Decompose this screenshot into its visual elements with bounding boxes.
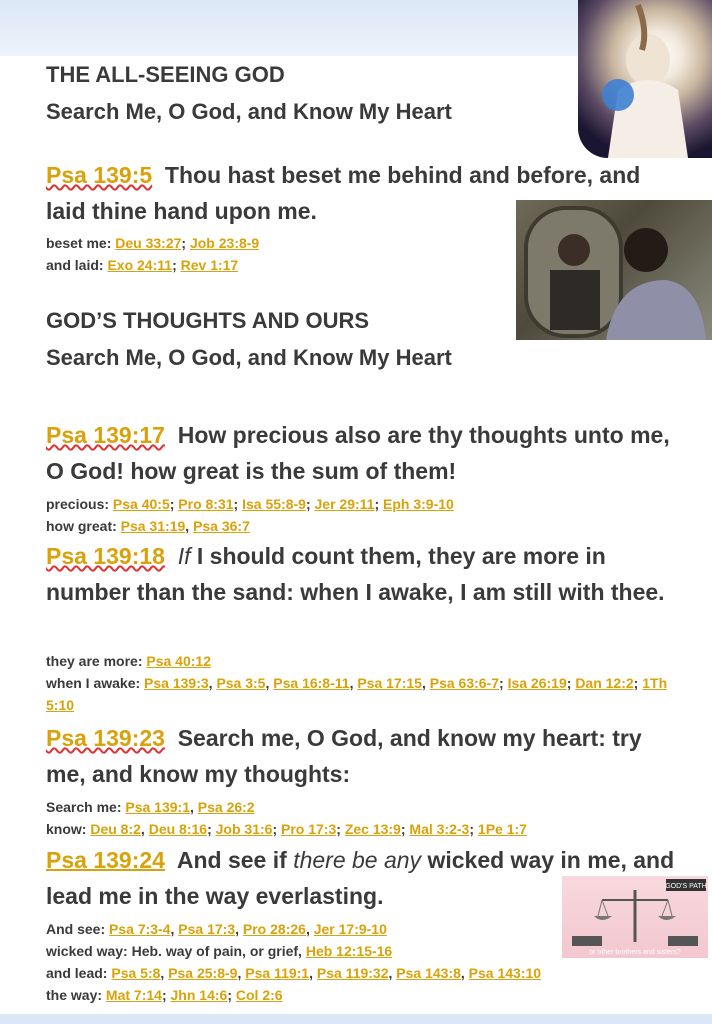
verse-139-18 <box>46 538 686 610</box>
jesus-globe-image <box>578 0 712 158</box>
xref-link[interactable]: Isa 26:19 <box>507 675 567 691</box>
xref-link[interactable]: Pro 8:31 <box>178 496 234 512</box>
xref-line: beset me: Deu 33:27; Job 23:8-9 <box>46 235 260 251</box>
section-subtitle-1: Search Me, O God, and Know My Heart <box>46 99 452 124</box>
verse-text-139-17: How precious also are thy thoughts unto me, O God! how great is the sum of them! <box>46 422 670 484</box>
xref-label: and laid: <box>46 257 104 273</box>
xref-link[interactable]: Jer 29:11 <box>314 496 375 512</box>
xref-link[interactable]: Deu 8:16 <box>148 821 208 837</box>
xref-label: Search me: <box>46 799 122 815</box>
xref-link[interactable]: Psa 63:6-7 <box>429 675 500 691</box>
xref-label: the way: <box>46 987 103 1003</box>
xref-line: precious: Psa 40:5; Pro 8:31; Isa 55:8-9; Jer 29:11; Eph 3:9-10 <box>46 496 454 512</box>
verse-ref-139-23[interactable]: Psa 139:23 <box>46 725 165 751</box>
verse-139-23 <box>46 720 686 792</box>
verse-ref-139-24[interactable]: Psa 139:24 <box>46 847 165 873</box>
xref-list-139-17 <box>46 493 686 537</box>
scale-badge: GOD'S PATH <box>665 883 707 890</box>
xref-link[interactable]: Eph 3:9-10 <box>383 496 454 512</box>
xref-link[interactable]: Job 31:6 <box>215 821 273 837</box>
verse-text-139-24a: And see if <box>176 847 287 873</box>
verse-text-139-23: Search me, O God, and know my heart: try me, and know my thoughts: <box>46 725 642 787</box>
xref-link[interactable]: Pro 28:26 <box>242 921 306 937</box>
xref-link[interactable]: Psa 5:8 <box>111 965 161 981</box>
xref-list-139-5 <box>46 232 506 276</box>
xref-link[interactable]: Psa 139:3 <box>144 675 209 691</box>
xref-link[interactable]: 1Th 5:10 <box>46 675 668 713</box>
xref-link[interactable]: Psa 139:1 <box>125 799 190 815</box>
xref-label: And see: <box>46 921 106 937</box>
xref-link[interactable]: Exo 24:11 <box>107 257 173 273</box>
xref-link[interactable]: Psa 17:3 <box>178 921 236 937</box>
xref-link[interactable]: Psa 25:8-9 <box>168 965 238 981</box>
xref-link[interactable]: Psa 31:19 <box>120 518 186 534</box>
xref-list-139-24 <box>46 918 686 1006</box>
verse-ref-139-18[interactable]: Psa 139:18 <box>46 543 165 569</box>
xref-label: they are more: <box>46 653 143 669</box>
verse-139-5 <box>46 157 676 229</box>
xref-link[interactable]: Psa 36:7 <box>193 518 250 534</box>
xref-label: beset me: <box>46 235 112 251</box>
xref-link[interactable]: Pro 17:3 <box>281 821 337 837</box>
section-subtitle-2: Search Me, O God, and Know My Heart <box>46 345 452 370</box>
xref-link[interactable]: Heb 12:15-16 <box>305 943 393 959</box>
xref-line: and lead: Psa 5:8, Psa 25:8-9, Psa 119:1, Psa 119:32, Psa 143:8, Psa 143:10 <box>46 965 542 981</box>
xref-label: wicked way: Heb. way of pain, or grief, <box>46 943 302 959</box>
xref-line: and laid: Exo 24:11; Rev 1:17 <box>46 257 239 273</box>
verse-italic-139-18: If <box>177 543 191 569</box>
xref-link[interactable]: Psa 143:8 <box>396 965 461 981</box>
xref-link[interactable]: 1Pe 1:7 <box>477 821 527 837</box>
xref-line <box>46 650 686 672</box>
verse-139-17 <box>46 417 686 489</box>
xref-line: the way: Mat 7:14; Jhn 14:6; Col 2:6 <box>46 987 283 1003</box>
xref-line: Search me: Psa 139:1, Psa 26:2 <box>46 799 255 815</box>
xref-link[interactable]: Psa 119:32 <box>316 965 389 981</box>
xref-link[interactable]: Psa 143:10 <box>468 965 542 981</box>
scale-caption: or other brothers and sisters? <box>589 949 681 956</box>
section-title-1: THE ALL-SEEING GOD <box>46 62 285 87</box>
verse-139-24 <box>46 842 676 914</box>
xref-link[interactable]: Psa 40:12 <box>146 653 211 669</box>
xref-label: know: <box>46 821 87 837</box>
xref-label: how great: <box>46 518 117 534</box>
xref-link[interactable]: Psa 16:8-11 <box>273 675 350 691</box>
xref-label: precious: <box>46 496 110 512</box>
xref-link[interactable]: Col 2:6 <box>235 987 283 1003</box>
verse-italic-139-24: there be any <box>293 847 422 873</box>
xref-link[interactable]: Job 23:8-9 <box>189 235 260 251</box>
section-title-2: GOD’S THOUGHTS AND OURS <box>46 308 370 333</box>
xref-link[interactable]: Psa 26:2 <box>197 799 255 815</box>
verse-ref-139-5[interactable]: Psa 139:5 <box>46 162 153 188</box>
xref-link[interactable]: Mat 7:14 <box>105 987 162 1003</box>
xref-link[interactable]: Mal 3:2-3 <box>409 821 470 837</box>
xref-link[interactable]: Psa 3:5 <box>216 675 266 691</box>
xref-link[interactable]: Rev 1:17 <box>180 257 239 273</box>
verse-text-139-24b: wicked way in me, and lead me in the way everlasting. <box>46 847 675 909</box>
xref-link[interactable]: Psa 40:5 <box>112 496 170 512</box>
xref-link[interactable]: Psa 7:3-4 <box>109 921 171 937</box>
xref-label: and lead: <box>46 965 108 981</box>
xref-link[interactable]: Psa 17:15 <box>357 675 422 691</box>
xref-list-139-23 <box>46 796 686 840</box>
xref-link[interactable]: Deu 33:27 <box>115 235 182 251</box>
xref-line: how great: Psa 31:19, Psa 36:7 <box>46 518 250 534</box>
xref-link[interactable]: Jhn 14:6 <box>170 987 228 1003</box>
xref-link[interactable]: Isa 55:8-9 <box>242 496 306 512</box>
xref-link[interactable]: Dan 12:2 <box>575 675 634 691</box>
verse-text-139-18: I should count them, they are more in number than the sand: when I awake, I am still with thee. <box>46 543 665 605</box>
xref-line <box>46 940 686 962</box>
xref-link[interactable]: Zec 13:9 <box>344 821 401 837</box>
verse-ref-139-17[interactable]: Psa 139:17 <box>46 422 165 448</box>
xref-link[interactable]: Jer 17:9-10 <box>313 921 387 937</box>
xref-link[interactable]: Psa 119:1 <box>245 965 310 981</box>
xref-label: when I awake: <box>46 675 141 691</box>
verse-text-139-5: Thou hast beset me behind and before, and laid thine hand upon me. <box>46 162 641 224</box>
xref-line: when I awake: Psa 139:3, Psa 3:5, Psa 16:8-11, Psa 17:15, Psa 63:6-7; Isa 26:19; Dan 12:2; 1Th 5:10 <box>46 675 668 713</box>
bottom-band <box>0 1014 712 1024</box>
xref-line: And see: Psa 7:3-4, Psa 17:3, Pro 28:26, Jer 17:9-10 <box>46 921 387 937</box>
xref-line: know: Deu 8:2, Deu 8:16; Job 31:6; Pro 17:3; Zec 13:9; Mal 3:2-3; 1Pe 1:7 <box>46 821 527 837</box>
xref-list-139-18 <box>46 650 686 716</box>
xref-link[interactable]: Deu 8:2 <box>90 821 141 837</box>
